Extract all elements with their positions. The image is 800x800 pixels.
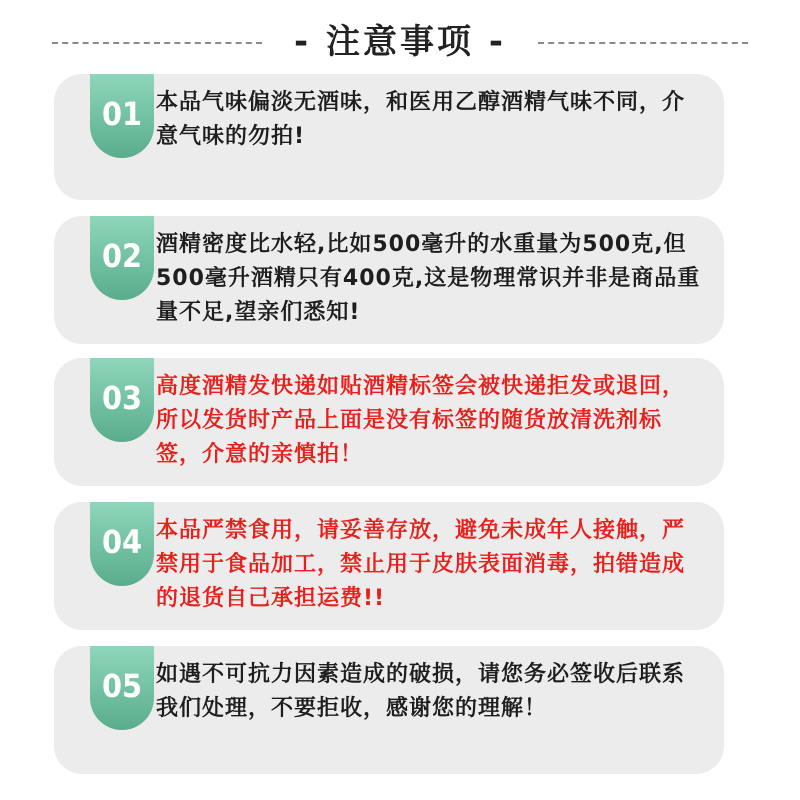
page-title: - 注意事项 - xyxy=(294,22,506,62)
notice-text: 本品气味偏淡无酒味，和医用乙醇酒精气味不同，介意气味的勿拍! xyxy=(156,90,686,149)
notice-text-warning: 本品严禁食用，请妥善存放，避免未成年人接触，严禁用于食品加工，禁止用于皮肤表面消毒，拍错造成的退货自己承担运费!! xyxy=(156,518,686,611)
badge-number: 02 xyxy=(101,237,143,275)
notice-text-warning: 高度酒精发快递如贴酒精标签会被快递拒发或退回，所以发货时产品上面是没有标签的随货放清洗剂标签，介意的亲慎拍！ xyxy=(156,374,686,467)
notice-card-04 xyxy=(54,502,724,630)
number-badge xyxy=(90,216,154,300)
notice-card-03 xyxy=(54,358,724,486)
number-badge xyxy=(90,646,154,730)
notice-card-02 xyxy=(54,216,724,344)
number-badge xyxy=(90,358,154,442)
notice-text: 酒精密度比水轻,比如500毫升的水重量为500克,但500毫升酒精只有400克,这是物理常识并非是商品重量不足,望亲们悉知! xyxy=(156,232,701,325)
badge-number: 04 xyxy=(101,523,143,561)
notice-text: 如遇不可抗力因素造成的破损，请您务必签收后联系我们处理，不要拒收，感谢您的理解！ xyxy=(156,662,686,721)
number-badge xyxy=(90,74,154,158)
badge-number: 05 xyxy=(101,667,143,705)
notice-card-05 xyxy=(54,646,724,774)
notice-card-01 xyxy=(54,74,724,200)
badge-number: 03 xyxy=(101,379,143,417)
header xyxy=(0,14,800,74)
badge-number: 01 xyxy=(101,95,143,133)
number-badge xyxy=(90,502,154,586)
